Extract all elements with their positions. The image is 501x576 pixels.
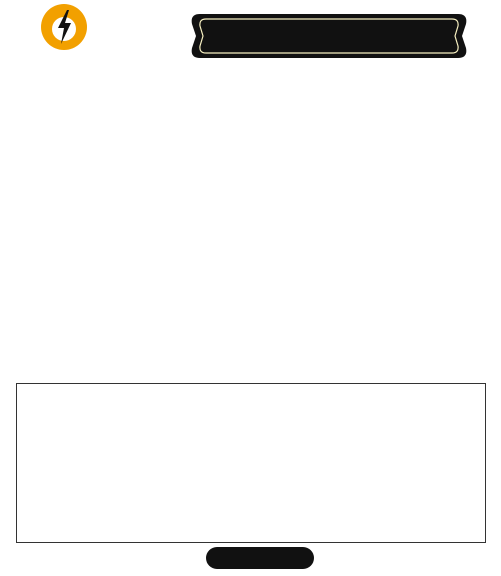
title-banner [186, 6, 472, 66]
bolt-shape [57, 10, 72, 44]
notice-body [16, 102, 486, 380]
notice-footer-box [16, 383, 486, 543]
notice-number [230, 68, 390, 96]
publication-code-badge [206, 547, 314, 569]
company-logo [8, 4, 120, 112]
notice-title [208, 18, 450, 52]
lightning-bolt-icon [41, 4, 87, 50]
